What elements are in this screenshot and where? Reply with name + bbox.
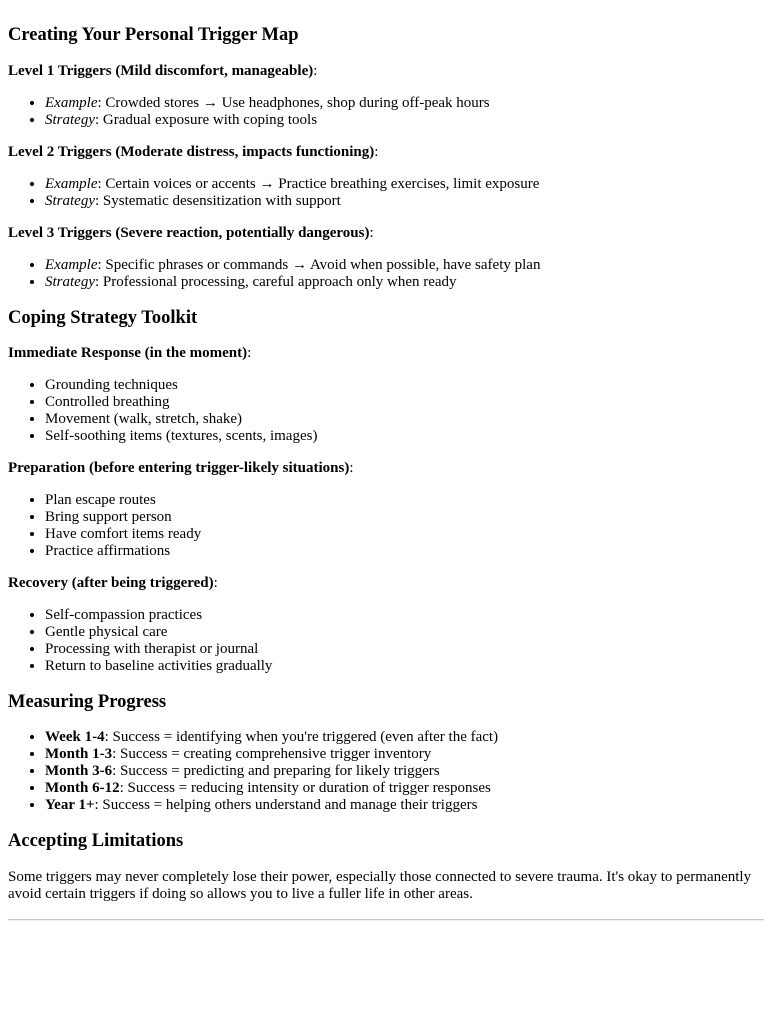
list-item: • Have comfort items ready: [45, 526, 764, 543]
list-item: • Return to baseline activities gradually: [45, 658, 764, 675]
example-text: : Certain voices or accents → Practice breathing exercises, limit exposure: [97, 176, 540, 192]
progress-text: : Success = helping others understand and manage their triggers: [94, 797, 478, 813]
section-title-coping-toolkit: Coping Strategy Toolkit: [8, 308, 198, 328]
progress-text: : Success = creating comprehensive trigger inventory: [112, 746, 432, 762]
list-item: • Grounding techniques: [45, 377, 764, 394]
list-item: • Gentle physical care: [45, 624, 764, 641]
example-label: Example: [45, 257, 98, 273]
list-item: [45, 176, 764, 193]
preparation-list: [8, 492, 764, 560]
list-item: • Bring support person: [45, 509, 764, 526]
list-item: [45, 112, 764, 129]
list-item: • Movement (walk, stretch, shake): [45, 411, 764, 428]
strategy-label: Strategy: [45, 112, 95, 128]
progress-period: Month 6-12: [45, 780, 120, 796]
progress-text: : Success = identifying when you're triggered (even after the fact): [104, 729, 499, 745]
list-item: [45, 193, 764, 210]
list-item: • Plan escape routes: [45, 492, 764, 509]
level-2-list: [8, 176, 764, 210]
list-item: • Processing with therapist or journal: [45, 641, 764, 658]
limitations-paragraph: Some triggers may never completely lose their power, especially those connected to severe trauma. It's okay to permanently avoid certain triggers if doing so allows you to live a fuller life in other areas.: [8, 869, 752, 902]
strategy-text: : Gradual exposure with coping tools: [95, 112, 318, 128]
list-item: [45, 746, 764, 763]
strategy-label: Strategy: [45, 274, 95, 290]
immediate-response-list: [8, 377, 764, 445]
level-1-heading: Level 1 Triggers (Mild discomfort, manageable):: [8, 63, 318, 79]
list-item: • Practice affirmations: [45, 543, 764, 560]
document: [0, 24, 772, 921]
section-title-accepting-limitations: Accepting Limitations: [8, 831, 184, 851]
list-item: [45, 274, 764, 291]
progress-text: : Success = reducing intensity or duration of trigger responses: [119, 780, 491, 796]
progress-text: : Success = predicting and preparing for likely triggers: [112, 763, 440, 779]
list-item: [45, 729, 764, 746]
divider: [8, 919, 764, 921]
list-item: [45, 797, 764, 814]
list-item: [45, 257, 764, 274]
example-label: Example: [45, 176, 98, 192]
list-item: [45, 763, 764, 780]
group-heading-text: Recovery (after being triggered): [8, 575, 214, 591]
level-heading-text: Level 3 Triggers (Severe reaction, potentially dangerous): [8, 225, 370, 241]
immediate-response-heading: Immediate Response (in the moment):: [8, 345, 252, 361]
progress-period: Month 3-6: [45, 763, 113, 779]
recovery-list: [8, 607, 764, 675]
example-label: Example: [45, 95, 98, 111]
list-item: • Self-soothing items (textures, scents, images): [45, 428, 764, 445]
progress-list: [8, 729, 764, 814]
preparation-heading: Preparation (before entering trigger-likely situations):: [8, 460, 354, 476]
section-title-measuring-progress: Measuring Progress: [8, 692, 167, 712]
list-item: [45, 780, 764, 797]
example-text: : Specific phrases or commands → Avoid when possible, have safety plan: [97, 257, 541, 273]
example-text: : Crowded stores → Use headphones, shop during off-peak hours: [97, 95, 490, 111]
list-item: • Self-compassion practices: [45, 607, 764, 624]
level-heading-text: Level 2 Triggers (Moderate distress, impacts functioning): [8, 144, 375, 160]
level-2-heading: Level 2 Triggers (Moderate distress, impacts functioning):: [8, 144, 379, 160]
section-title-trigger-map: Creating Your Personal Trigger Map: [8, 25, 299, 45]
strategy-text: : Systematic desensitization with support: [95, 193, 341, 209]
list-item: • Controlled breathing: [45, 394, 764, 411]
progress-period: Week 1-4: [45, 729, 105, 745]
strategy-text: : Professional processing, careful approach only when ready: [95, 274, 457, 290]
group-heading-text: Immediate Response (in the moment): [8, 345, 248, 361]
list-item: [45, 95, 764, 112]
progress-period: Month 1-3: [45, 746, 113, 762]
recovery-heading: Recovery (after being triggered):: [8, 575, 218, 591]
level-3-list: [8, 257, 764, 291]
progress-period: Year 1+: [45, 797, 95, 813]
level-1-list: [8, 95, 764, 129]
level-heading-text: Level 1 Triggers (Mild discomfort, manageable): [8, 63, 314, 79]
group-heading-text: Preparation (before entering trigger-likely situations): [8, 460, 350, 476]
strategy-label: Strategy: [45, 193, 95, 209]
level-3-heading: Level 3 Triggers (Severe reaction, potentially dangerous):: [8, 225, 374, 241]
